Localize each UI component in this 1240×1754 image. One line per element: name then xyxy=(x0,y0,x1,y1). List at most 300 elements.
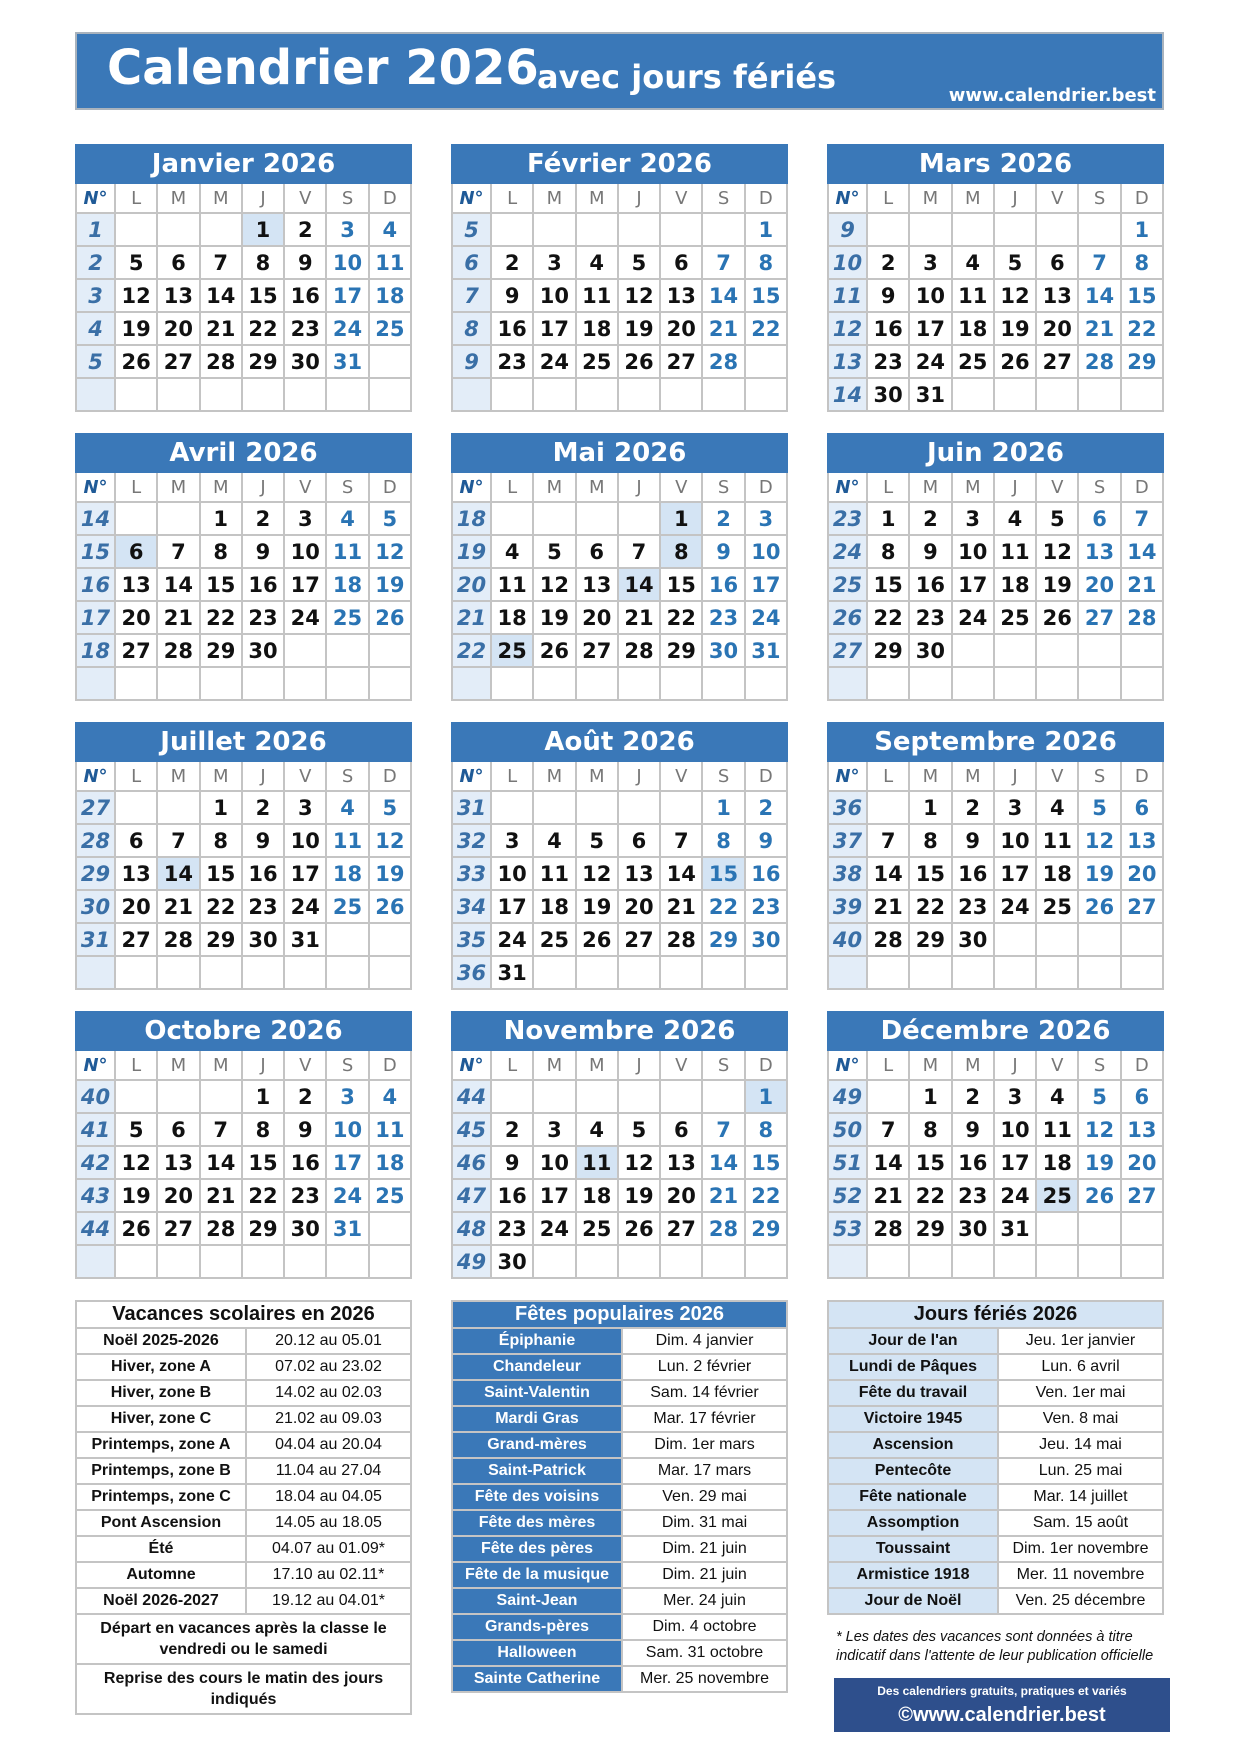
day-cell[interactable]: 12 xyxy=(618,279,660,312)
day-cell[interactable]: 27 xyxy=(660,345,702,378)
day-cell[interactable]: 6 xyxy=(618,824,660,857)
day-cell[interactable]: 28 xyxy=(867,923,909,956)
day-cell[interactable]: 5 xyxy=(115,246,157,279)
day-cell[interactable]: 21 xyxy=(157,601,199,634)
day-cell[interactable]: 20 xyxy=(115,601,157,634)
day-cell[interactable]: 4 xyxy=(1036,1080,1078,1113)
day-cell[interactable]: 13 xyxy=(157,1146,199,1179)
day-cell[interactable]: 21 xyxy=(867,890,909,923)
day-cell[interactable]: 9 xyxy=(284,246,326,279)
day-cell[interactable]: 26 xyxy=(115,345,157,378)
day-cell[interactable]: 7 xyxy=(157,535,199,568)
day-cell[interactable]: 16 xyxy=(242,568,284,601)
day-cell[interactable]: 24 xyxy=(994,1179,1036,1212)
day-cell[interactable]: 18 xyxy=(326,568,368,601)
day-cell[interactable]: 17 xyxy=(952,568,994,601)
day-cell[interactable]: 29 xyxy=(702,923,744,956)
day-cell[interactable]: 6 xyxy=(1036,246,1078,279)
day-cell[interactable]: 29 xyxy=(909,1212,951,1245)
day-cell[interactable]: 7 xyxy=(660,824,702,857)
day-cell[interactable]: 29 xyxy=(660,634,702,667)
day-cell[interactable]: 17 xyxy=(745,568,787,601)
day-cell[interactable]: 5 xyxy=(533,535,575,568)
day-cell[interactable]: 4 xyxy=(952,246,994,279)
day-cell[interactable]: 15 xyxy=(867,568,909,601)
day-cell[interactable]: 17 xyxy=(326,279,368,312)
day-cell[interactable]: 13 xyxy=(618,857,660,890)
day-cell[interactable]: 12 xyxy=(618,1146,660,1179)
day-cell[interactable]: 30 xyxy=(909,634,951,667)
day-cell[interactable]: 15 xyxy=(702,857,744,890)
day-cell[interactable]: 28 xyxy=(702,1212,744,1245)
day-cell[interactable]: 18 xyxy=(491,601,533,634)
day-cell[interactable]: 28 xyxy=(867,1212,909,1245)
day-cell[interactable]: 18 xyxy=(576,312,618,345)
day-cell[interactable]: 24 xyxy=(909,345,951,378)
day-cell[interactable]: 23 xyxy=(909,601,951,634)
day-cell[interactable]: 22 xyxy=(242,1179,284,1212)
day-cell[interactable]: 29 xyxy=(867,634,909,667)
day-cell[interactable]: 22 xyxy=(702,890,744,923)
day-cell[interactable]: 20 xyxy=(618,890,660,923)
day-cell[interactable]: 6 xyxy=(115,535,157,568)
day-cell[interactable]: 7 xyxy=(702,246,744,279)
day-cell[interactable]: 24 xyxy=(745,601,787,634)
day-cell[interactable]: 28 xyxy=(660,923,702,956)
day-cell[interactable]: 22 xyxy=(745,312,787,345)
day-cell[interactable]: 27 xyxy=(1121,1179,1163,1212)
day-cell[interactable]: 21 xyxy=(200,312,242,345)
day-cell[interactable]: 2 xyxy=(491,246,533,279)
day-cell[interactable]: 10 xyxy=(994,1113,1036,1146)
day-cell[interactable]: 3 xyxy=(909,246,951,279)
day-cell[interactable]: 5 xyxy=(1078,791,1120,824)
day-cell[interactable]: 8 xyxy=(200,824,242,857)
day-cell[interactable]: 30 xyxy=(242,923,284,956)
day-cell[interactable]: 13 xyxy=(660,279,702,312)
day-cell[interactable]: 15 xyxy=(745,279,787,312)
day-cell[interactable]: 23 xyxy=(952,1179,994,1212)
day-cell[interactable]: 5 xyxy=(618,1113,660,1146)
day-cell[interactable]: 3 xyxy=(533,1113,575,1146)
day-cell[interactable]: 18 xyxy=(952,312,994,345)
day-cell[interactable]: 2 xyxy=(952,791,994,824)
day-cell[interactable]: 27 xyxy=(1036,345,1078,378)
day-cell[interactable]: 2 xyxy=(242,502,284,535)
day-cell[interactable]: 29 xyxy=(200,923,242,956)
day-cell[interactable]: 5 xyxy=(618,246,660,279)
day-cell[interactable]: 26 xyxy=(1078,890,1120,923)
day-cell[interactable]: 6 xyxy=(115,824,157,857)
day-cell[interactable]: 7 xyxy=(200,246,242,279)
day-cell[interactable]: 8 xyxy=(1121,246,1163,279)
day-cell[interactable]: 13 xyxy=(1036,279,1078,312)
day-cell[interactable]: 15 xyxy=(909,1146,951,1179)
day-cell[interactable]: 10 xyxy=(533,279,575,312)
day-cell[interactable]: 27 xyxy=(115,634,157,667)
day-cell[interactable]: 4 xyxy=(369,213,411,246)
day-cell[interactable]: 29 xyxy=(242,345,284,378)
day-cell[interactable]: 29 xyxy=(909,923,951,956)
day-cell[interactable]: 19 xyxy=(576,890,618,923)
day-cell[interactable]: 3 xyxy=(326,1080,368,1113)
day-cell[interactable]: 23 xyxy=(242,890,284,923)
day-cell[interactable]: 29 xyxy=(242,1212,284,1245)
day-cell[interactable]: 12 xyxy=(115,279,157,312)
day-cell[interactable]: 28 xyxy=(1121,601,1163,634)
day-cell[interactable]: 22 xyxy=(745,1179,787,1212)
day-cell[interactable]: 29 xyxy=(1121,345,1163,378)
day-cell[interactable]: 16 xyxy=(284,279,326,312)
day-cell[interactable]: 24 xyxy=(952,601,994,634)
day-cell[interactable]: 17 xyxy=(533,312,575,345)
day-cell[interactable]: 1 xyxy=(702,791,744,824)
day-cell[interactable]: 18 xyxy=(369,1146,411,1179)
day-cell[interactable]: 3 xyxy=(284,791,326,824)
day-cell[interactable]: 30 xyxy=(745,923,787,956)
day-cell[interactable]: 14 xyxy=(660,857,702,890)
day-cell[interactable]: 28 xyxy=(157,923,199,956)
day-cell[interactable]: 30 xyxy=(867,378,909,411)
day-cell[interactable]: 9 xyxy=(745,824,787,857)
day-cell[interactable]: 6 xyxy=(157,1113,199,1146)
site-url[interactable]: www.calendrier.best xyxy=(948,85,1156,106)
day-cell[interactable]: 20 xyxy=(115,890,157,923)
day-cell[interactable]: 16 xyxy=(242,857,284,890)
day-cell[interactable]: 23 xyxy=(491,1212,533,1245)
day-cell[interactable]: 23 xyxy=(491,345,533,378)
day-cell[interactable]: 21 xyxy=(702,1179,744,1212)
day-cell[interactable]: 15 xyxy=(242,279,284,312)
day-cell[interactable]: 18 xyxy=(1036,1146,1078,1179)
day-cell[interactable]: 20 xyxy=(157,312,199,345)
day-cell[interactable]: 3 xyxy=(284,502,326,535)
day-cell[interactable]: 17 xyxy=(284,568,326,601)
day-cell[interactable]: 11 xyxy=(576,1146,618,1179)
day-cell[interactable]: 7 xyxy=(702,1113,744,1146)
day-cell[interactable]: 10 xyxy=(284,535,326,568)
day-cell[interactable]: 10 xyxy=(284,824,326,857)
day-cell[interactable]: 25 xyxy=(491,634,533,667)
day-cell[interactable]: 29 xyxy=(745,1212,787,1245)
day-cell[interactable]: 18 xyxy=(576,1179,618,1212)
day-cell[interactable]: 3 xyxy=(994,791,1036,824)
day-cell[interactable]: 2 xyxy=(952,1080,994,1113)
day-cell[interactable]: 19 xyxy=(533,601,575,634)
day-cell[interactable]: 9 xyxy=(491,279,533,312)
day-cell[interactable]: 11 xyxy=(1036,824,1078,857)
day-cell[interactable]: 28 xyxy=(200,345,242,378)
day-cell[interactable]: 5 xyxy=(994,246,1036,279)
day-cell[interactable]: 27 xyxy=(1121,890,1163,923)
day-cell[interactable]: 17 xyxy=(284,857,326,890)
day-cell[interactable]: 25 xyxy=(576,1212,618,1245)
day-cell[interactable]: 29 xyxy=(200,634,242,667)
day-cell[interactable]: 21 xyxy=(1078,312,1120,345)
day-cell[interactable]: 19 xyxy=(115,1179,157,1212)
day-cell[interactable]: 20 xyxy=(1036,312,1078,345)
day-cell[interactable]: 9 xyxy=(242,535,284,568)
day-cell[interactable]: 19 xyxy=(1078,1146,1120,1179)
day-cell[interactable]: 1 xyxy=(660,502,702,535)
day-cell[interactable]: 3 xyxy=(745,502,787,535)
day-cell[interactable]: 26 xyxy=(618,1212,660,1245)
day-cell[interactable]: 23 xyxy=(702,601,744,634)
day-cell[interactable]: 27 xyxy=(115,923,157,956)
day-cell[interactable]: 4 xyxy=(994,502,1036,535)
day-cell[interactable]: 19 xyxy=(1036,568,1078,601)
day-cell[interactable]: 5 xyxy=(369,791,411,824)
day-cell[interactable]: 8 xyxy=(242,246,284,279)
day-cell[interactable]: 26 xyxy=(1078,1179,1120,1212)
day-cell[interactable]: 30 xyxy=(952,923,994,956)
day-cell[interactable]: 31 xyxy=(284,923,326,956)
day-cell[interactable]: 7 xyxy=(618,535,660,568)
day-cell[interactable]: 4 xyxy=(491,535,533,568)
day-cell[interactable]: 14 xyxy=(1078,279,1120,312)
day-cell[interactable]: 12 xyxy=(369,535,411,568)
day-cell[interactable]: 16 xyxy=(745,857,787,890)
day-cell[interactable]: 16 xyxy=(491,1179,533,1212)
day-cell[interactable]: 21 xyxy=(157,890,199,923)
day-cell[interactable]: 1 xyxy=(909,1080,951,1113)
day-cell[interactable]: 2 xyxy=(909,502,951,535)
day-cell[interactable]: 16 xyxy=(952,1146,994,1179)
day-cell[interactable]: 2 xyxy=(745,791,787,824)
day-cell[interactable]: 2 xyxy=(284,1080,326,1113)
day-cell[interactable]: 8 xyxy=(909,1113,951,1146)
day-cell[interactable]: 7 xyxy=(867,1113,909,1146)
day-cell[interactable]: 14 xyxy=(618,568,660,601)
day-cell[interactable]: 31 xyxy=(909,378,951,411)
day-cell[interactable]: 16 xyxy=(909,568,951,601)
day-cell[interactable]: 19 xyxy=(1078,857,1120,890)
day-cell[interactable]: 11 xyxy=(994,535,1036,568)
day-cell[interactable]: 21 xyxy=(660,890,702,923)
day-cell[interactable]: 1 xyxy=(867,502,909,535)
day-cell[interactable]: 7 xyxy=(1121,502,1163,535)
day-cell[interactable]: 10 xyxy=(326,246,368,279)
day-cell[interactable]: 6 xyxy=(1121,791,1163,824)
day-cell[interactable]: 13 xyxy=(1121,824,1163,857)
day-cell[interactable]: 15 xyxy=(200,857,242,890)
day-cell[interactable]: 3 xyxy=(533,246,575,279)
day-cell[interactable]: 22 xyxy=(200,890,242,923)
day-cell[interactable]: 21 xyxy=(867,1179,909,1212)
day-cell[interactable]: 9 xyxy=(952,824,994,857)
day-cell[interactable]: 13 xyxy=(660,1146,702,1179)
day-cell[interactable]: 22 xyxy=(242,312,284,345)
day-cell[interactable]: 18 xyxy=(533,890,575,923)
day-cell[interactable]: 8 xyxy=(909,824,951,857)
day-cell[interactable]: 20 xyxy=(1121,857,1163,890)
day-cell[interactable]: 19 xyxy=(618,312,660,345)
day-cell[interactable]: 9 xyxy=(702,535,744,568)
day-cell[interactable]: 20 xyxy=(1121,1146,1163,1179)
day-cell[interactable]: 27 xyxy=(157,345,199,378)
day-cell[interactable]: 24 xyxy=(491,923,533,956)
day-cell[interactable]: 30 xyxy=(952,1212,994,1245)
day-cell[interactable]: 13 xyxy=(115,857,157,890)
day-cell[interactable]: 18 xyxy=(994,568,1036,601)
day-cell[interactable]: 28 xyxy=(200,1212,242,1245)
day-cell[interactable]: 24 xyxy=(284,890,326,923)
day-cell[interactable]: 17 xyxy=(909,312,951,345)
day-cell[interactable]: 28 xyxy=(1078,345,1120,378)
day-cell[interactable]: 11 xyxy=(369,1113,411,1146)
day-cell[interactable]: 27 xyxy=(576,634,618,667)
day-cell[interactable]: 14 xyxy=(200,279,242,312)
day-cell[interactable]: 1 xyxy=(909,791,951,824)
day-cell[interactable]: 2 xyxy=(242,791,284,824)
day-cell[interactable]: 1 xyxy=(200,502,242,535)
day-cell[interactable]: 27 xyxy=(618,923,660,956)
day-cell[interactable]: 26 xyxy=(115,1212,157,1245)
day-cell[interactable]: 27 xyxy=(660,1212,702,1245)
day-cell[interactable]: 21 xyxy=(200,1179,242,1212)
day-cell[interactable]: 26 xyxy=(994,345,1036,378)
day-cell[interactable]: 3 xyxy=(491,824,533,857)
day-cell[interactable]: 25 xyxy=(326,890,368,923)
day-cell[interactable]: 9 xyxy=(867,279,909,312)
day-cell[interactable]: 25 xyxy=(533,923,575,956)
day-cell[interactable]: 25 xyxy=(576,345,618,378)
day-cell[interactable]: 19 xyxy=(994,312,1036,345)
day-cell[interactable]: 20 xyxy=(576,601,618,634)
day-cell[interactable]: 19 xyxy=(369,857,411,890)
day-cell[interactable]: 7 xyxy=(867,824,909,857)
day-cell[interactable]: 24 xyxy=(994,890,1036,923)
day-cell[interactable]: 3 xyxy=(952,502,994,535)
day-cell[interactable]: 4 xyxy=(533,824,575,857)
day-cell[interactable]: 12 xyxy=(576,857,618,890)
day-cell[interactable]: 1 xyxy=(242,213,284,246)
day-cell[interactable]: 6 xyxy=(576,535,618,568)
day-cell[interactable]: 9 xyxy=(242,824,284,857)
day-cell[interactable]: 10 xyxy=(909,279,951,312)
day-cell[interactable]: 5 xyxy=(115,1113,157,1146)
day-cell[interactable]: 11 xyxy=(326,535,368,568)
day-cell[interactable]: 13 xyxy=(157,279,199,312)
day-cell[interactable]: 24 xyxy=(533,345,575,378)
day-cell[interactable]: 4 xyxy=(326,791,368,824)
day-cell[interactable]: 2 xyxy=(284,213,326,246)
day-cell[interactable]: 11 xyxy=(369,246,411,279)
day-cell[interactable]: 12 xyxy=(115,1146,157,1179)
day-cell[interactable]: 12 xyxy=(1036,535,1078,568)
day-cell[interactable]: 30 xyxy=(242,634,284,667)
day-cell[interactable]: 16 xyxy=(284,1146,326,1179)
day-cell[interactable]: 24 xyxy=(326,1179,368,1212)
day-cell[interactable]: 10 xyxy=(326,1113,368,1146)
day-cell[interactable]: 10 xyxy=(952,535,994,568)
day-cell[interactable]: 5 xyxy=(576,824,618,857)
day-cell[interactable]: 19 xyxy=(618,1179,660,1212)
day-cell[interactable]: 27 xyxy=(157,1212,199,1245)
day-cell[interactable]: 8 xyxy=(867,535,909,568)
day-cell[interactable]: 12 xyxy=(994,279,1036,312)
day-cell[interactable]: 19 xyxy=(369,568,411,601)
day-cell[interactable]: 17 xyxy=(994,1146,1036,1179)
day-cell[interactable]: 7 xyxy=(157,824,199,857)
day-cell[interactable]: 17 xyxy=(326,1146,368,1179)
day-cell[interactable]: 6 xyxy=(660,246,702,279)
day-cell[interactable]: 21 xyxy=(618,601,660,634)
day-cell[interactable]: 23 xyxy=(284,312,326,345)
day-cell[interactable]: 19 xyxy=(115,312,157,345)
day-cell[interactable]: 5 xyxy=(1078,1080,1120,1113)
day-cell[interactable]: 26 xyxy=(618,345,660,378)
day-cell[interactable]: 31 xyxy=(745,634,787,667)
day-cell[interactable]: 25 xyxy=(326,601,368,634)
day-cell[interactable]: 12 xyxy=(369,824,411,857)
day-cell[interactable]: 25 xyxy=(1036,890,1078,923)
day-cell[interactable]: 11 xyxy=(576,279,618,312)
day-cell[interactable]: 17 xyxy=(491,890,533,923)
day-cell[interactable]: 18 xyxy=(1036,857,1078,890)
day-cell[interactable]: 24 xyxy=(533,1212,575,1245)
day-cell[interactable]: 15 xyxy=(660,568,702,601)
day-cell[interactable]: 6 xyxy=(157,246,199,279)
day-cell[interactable]: 31 xyxy=(491,956,533,989)
day-cell[interactable]: 15 xyxy=(200,568,242,601)
day-cell[interactable]: 2 xyxy=(867,246,909,279)
day-cell[interactable]: 8 xyxy=(200,535,242,568)
day-cell[interactable]: 28 xyxy=(702,345,744,378)
day-cell[interactable]: 26 xyxy=(576,923,618,956)
day-cell[interactable]: 17 xyxy=(994,857,1036,890)
day-cell[interactable]: 22 xyxy=(660,601,702,634)
day-cell[interactable]: 22 xyxy=(867,601,909,634)
day-cell[interactable]: 10 xyxy=(745,535,787,568)
day-cell[interactable]: 23 xyxy=(952,890,994,923)
day-cell[interactable]: 6 xyxy=(1078,502,1120,535)
day-cell[interactable]: 14 xyxy=(200,1146,242,1179)
day-cell[interactable]: 11 xyxy=(326,824,368,857)
day-cell[interactable]: 7 xyxy=(200,1113,242,1146)
day-cell[interactable]: 23 xyxy=(284,1179,326,1212)
day-cell[interactable]: 21 xyxy=(1121,568,1163,601)
day-cell[interactable]: 11 xyxy=(491,568,533,601)
day-cell[interactable]: 16 xyxy=(702,568,744,601)
day-cell[interactable]: 26 xyxy=(369,890,411,923)
day-cell[interactable]: 13 xyxy=(1121,1113,1163,1146)
day-cell[interactable]: 14 xyxy=(702,279,744,312)
day-cell[interactable]: 9 xyxy=(909,535,951,568)
day-cell[interactable]: 10 xyxy=(491,857,533,890)
day-cell[interactable]: 22 xyxy=(1121,312,1163,345)
day-cell[interactable]: 8 xyxy=(745,246,787,279)
day-cell[interactable]: 12 xyxy=(1078,1113,1120,1146)
day-cell[interactable]: 23 xyxy=(745,890,787,923)
day-cell[interactable]: 15 xyxy=(909,857,951,890)
day-cell[interactable]: 16 xyxy=(952,857,994,890)
day-cell[interactable]: 21 xyxy=(702,312,744,345)
day-cell[interactable]: 22 xyxy=(909,1179,951,1212)
day-cell[interactable]: 22 xyxy=(909,890,951,923)
day-cell[interactable]: 8 xyxy=(242,1113,284,1146)
day-cell[interactable]: 31 xyxy=(326,1212,368,1245)
day-cell[interactable]: 23 xyxy=(867,345,909,378)
day-cell[interactable]: 24 xyxy=(284,601,326,634)
day-cell[interactable]: 5 xyxy=(1036,502,1078,535)
day-cell[interactable]: 13 xyxy=(576,568,618,601)
day-cell[interactable]: 13 xyxy=(115,568,157,601)
day-cell[interactable]: 8 xyxy=(745,1113,787,1146)
day-cell[interactable]: 20 xyxy=(660,1179,702,1212)
day-cell[interactable]: 14 xyxy=(702,1146,744,1179)
day-cell[interactable]: 4 xyxy=(326,502,368,535)
